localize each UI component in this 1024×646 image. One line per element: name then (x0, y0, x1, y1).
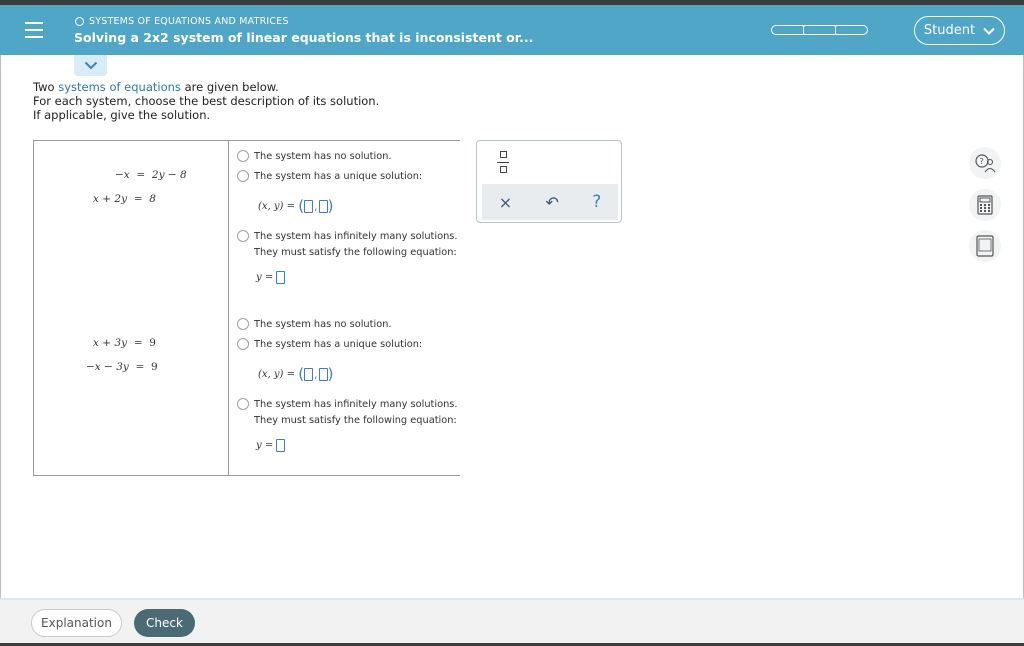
radio-button[interactable] (237, 170, 249, 182)
question-person-button[interactable] (969, 147, 1001, 179)
radio-button[interactable] (237, 150, 249, 162)
fraction-button[interactable] (496, 151, 510, 173)
app-header (0, 5, 1024, 55)
system-1-x-input[interactable] (304, 200, 313, 213)
instruction-line-3: If applicable, give the solution. (33, 108, 211, 122)
radio-button[interactable] (237, 230, 249, 242)
radio-button[interactable] (237, 338, 249, 350)
system-2-infinite-sub: They must satisfy the following equation: (254, 415, 457, 426)
hamburger-icon (25, 22, 43, 24)
radio-button[interactable] (237, 398, 249, 410)
system-1-equation-1: −x = 2y − 8 (115, 169, 187, 181)
chevron-down-icon (983, 27, 995, 35)
footer-bar (0, 598, 1024, 646)
system-1-equation-2: x + 2y = 8 (93, 193, 156, 205)
system-2-infinite-answer: y = (256, 439, 285, 452)
system-2-x-input[interactable] (304, 368, 313, 381)
topic-circle-icon (75, 17, 84, 26)
page-left-border (0, 55, 1, 646)
system-2-y-input[interactable] (319, 368, 328, 381)
calculator-button[interactable] (969, 189, 1001, 221)
chevron-down-icon (84, 61, 98, 70)
progress-indicator (771, 25, 867, 38)
undo-button[interactable]: ↶ (545, 192, 559, 212)
system-1-infinite-sub: They must satisfy the following equation: (254, 247, 457, 258)
user-menu-button[interactable] (914, 16, 1005, 45)
fraction-icon (500, 151, 507, 158)
radio-button[interactable] (237, 318, 249, 330)
system-2-option-unique[interactable]: The system has a unique solution: (237, 338, 422, 350)
system-2-equation-2: −x − 3y = 9 (86, 361, 158, 373)
topic-label (75, 16, 289, 27)
clear-button[interactable]: × (498, 192, 513, 212)
system-1-infinite-answer: y = (256, 271, 285, 284)
topic-text: SYSTEMS OF EQUATIONS AND MATRICES (89, 16, 289, 27)
progress-segment (803, 25, 836, 35)
page-title: Solving a 2x2 system of linear equations that is inconsistent or... (74, 30, 534, 45)
explanation-button[interactable]: Explanation (31, 609, 122, 637)
systems-of-equations-link[interactable]: systems of equations (58, 80, 181, 94)
instruction-line-2: For each system, choose the best description of its solution. (33, 94, 380, 108)
system-2-unique-answer: (x, y) = ( , ) (258, 365, 334, 383)
progress-segment (771, 25, 804, 35)
system-1-option-infinite[interactable]: The system has infinitely many solutions. (237, 230, 458, 242)
table-divider (228, 141, 229, 475)
system-2-equation-1: x + 3y = 9 (93, 337, 156, 349)
instruction-line-1: Two systems of equations are given below. (33, 80, 279, 94)
system-2-option-no-solution[interactable]: The system has no solution. (237, 318, 392, 330)
dictionary-icon (976, 235, 994, 257)
math-tools-panel (476, 140, 622, 223)
progress-segment (835, 25, 868, 35)
check-button[interactable]: Check (134, 609, 195, 637)
calculator-icon (977, 195, 993, 215)
tools-action-row (482, 184, 618, 220)
expand-header-button[interactable] (74, 55, 107, 76)
system-2-option-infinite[interactable]: The system has infinitely many solutions. (237, 398, 458, 410)
user-label: Student (923, 23, 976, 38)
system-1-option-unique[interactable]: The system has a unique solution: (237, 170, 422, 182)
problem-table (33, 140, 460, 476)
help-button[interactable]: ? (592, 192, 602, 212)
system-1-option-no-solution[interactable]: The system has no solution. (237, 150, 392, 162)
dictionary-button[interactable] (969, 230, 1001, 262)
system-1-unique-answer: (x, y) = ( , ) (258, 197, 334, 215)
instructions (33, 80, 379, 122)
svg-text:?: ? (979, 157, 984, 166)
system-1-y-equation-input[interactable] (276, 271, 285, 284)
system-1-y-input[interactable] (319, 200, 328, 213)
menu-button[interactable] (16, 12, 52, 48)
question-person-icon (974, 153, 996, 173)
system-2-y-equation-input[interactable] (276, 439, 285, 452)
